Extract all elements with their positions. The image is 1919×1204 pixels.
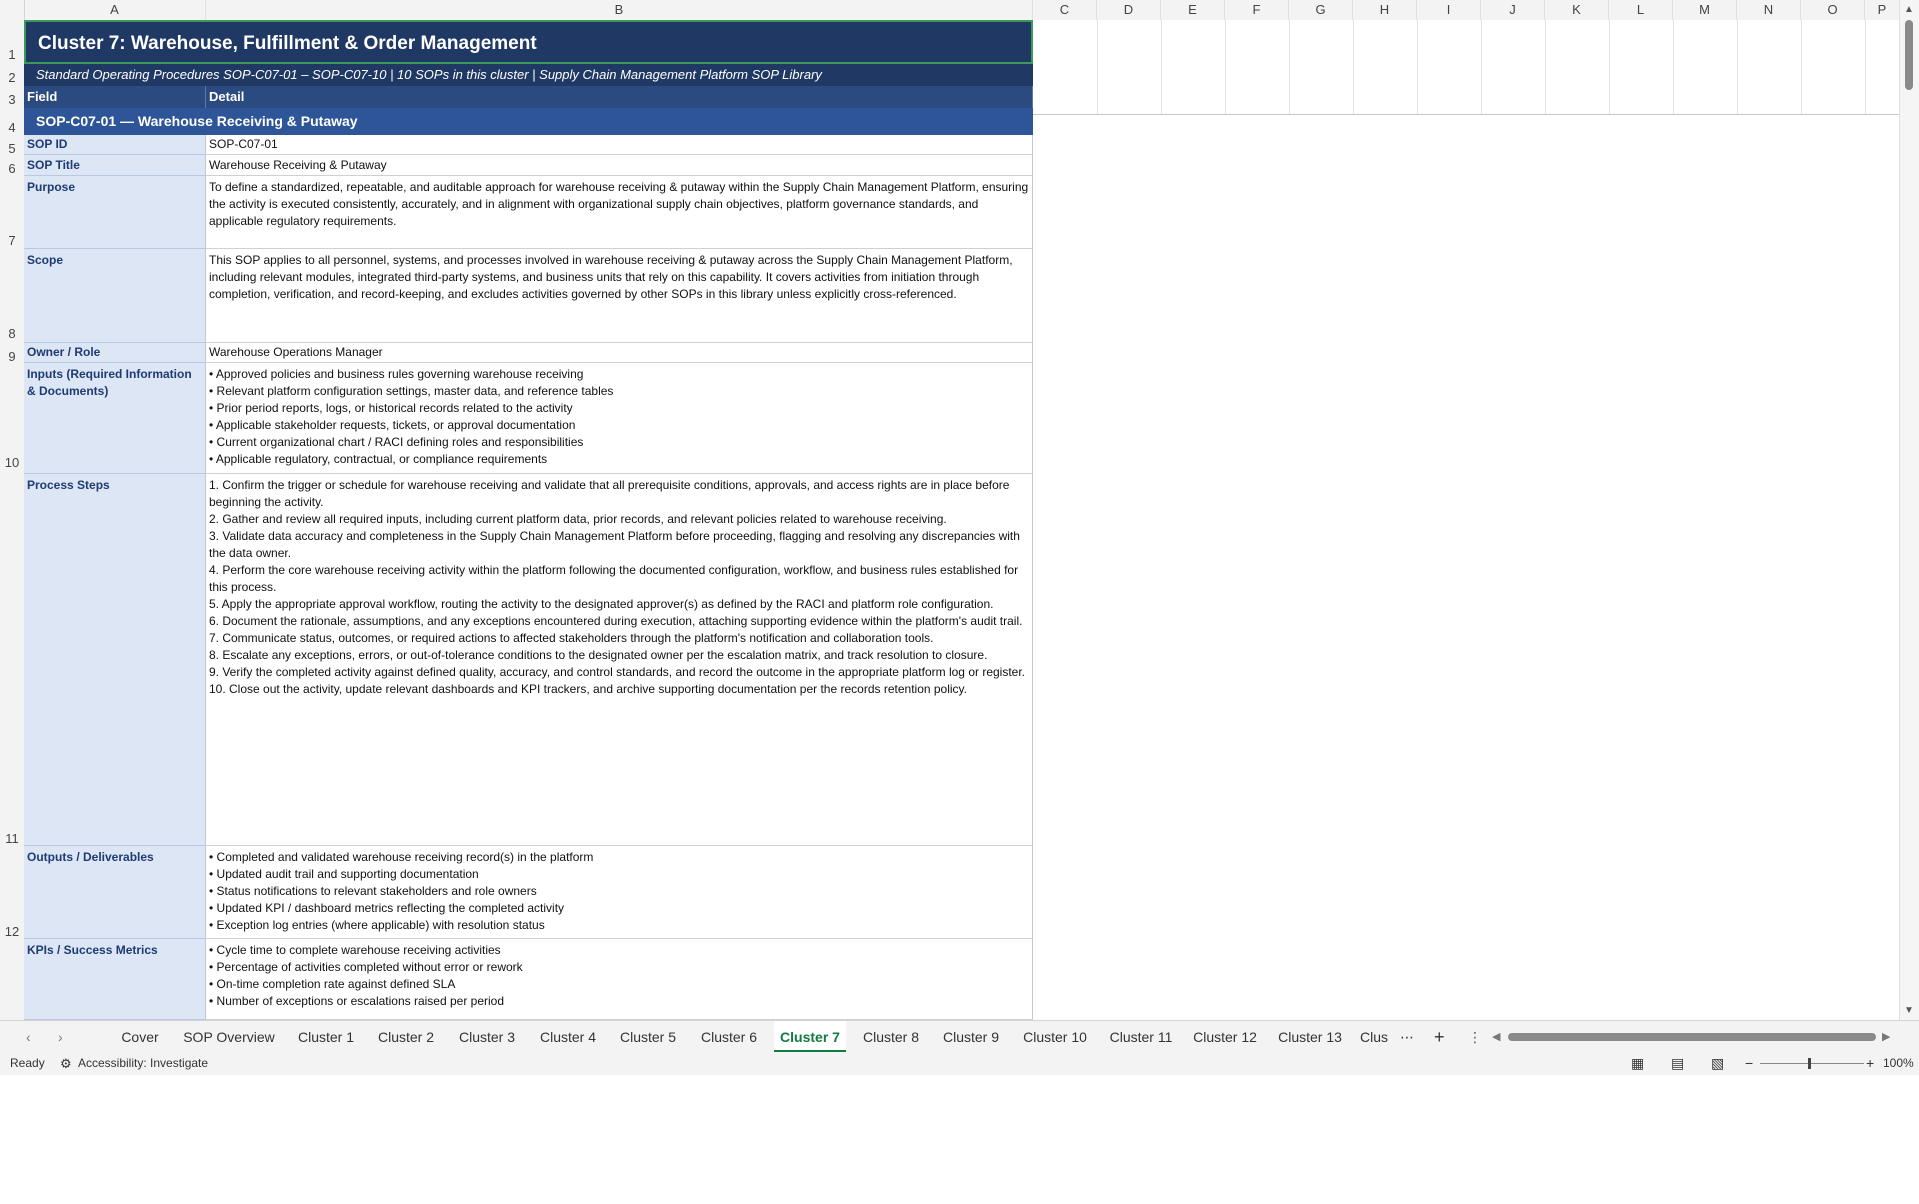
chevron-left-icon[interactable]: ‹ <box>26 1029 31 1045</box>
col-header-k[interactable]: K <box>1545 0 1609 20</box>
scroll-up-icon[interactable]: ▲ <box>1904 4 1914 15</box>
row-header-11[interactable]: 11 <box>5 831 19 846</box>
row-header-1[interactable]: 1 <box>8 47 16 62</box>
col-header-n[interactable]: N <box>1737 0 1801 20</box>
tab-sop-overview[interactable]: SOP Overview <box>183 1029 275 1045</box>
scroll-down-icon[interactable]: ▼ <box>1904 1005 1914 1016</box>
field-value-outputs[interactable]: • Completed and validated warehouse receiving record(s) in the platform • Updated audit trail and supporting documentation • Status notifications to relevant stakeholders and role owners • Updated KPI / dashboard metrics reflecting the completed activity • Exception log entries (where applicable) with resolution status <box>206 846 1033 939</box>
row-header-6[interactable]: 6 <box>8 161 16 176</box>
accessibility-status[interactable]: Accessibility: Investigate <box>78 1056 209 1070</box>
row-header-7[interactable]: 7 <box>8 233 16 248</box>
zoom-level[interactable]: 100% <box>1883 1056 1914 1070</box>
select-all-corner[interactable] <box>0 0 25 20</box>
page-break-icon[interactable]: ▧ <box>1711 1055 1725 1071</box>
chevron-right-icon[interactable]: › <box>58 1029 63 1045</box>
more-icon[interactable]: ⋯ <box>1400 1029 1414 1045</box>
tab-cluster-5[interactable]: Cluster 5 <box>619 1029 677 1045</box>
tab-cluster-10[interactable]: Cluster 10 <box>1023 1029 1087 1045</box>
vertical-scroll-thumb[interactable] <box>1905 20 1913 90</box>
field-value-process-steps[interactable]: 1. Confirm the trigger or schedule for warehouse receiving and validate that all prerequisite conditions, approvals, and access rights are in place before beginning the activity. 2. Gather and review all required inputs, including current platform data, prior records, and relevant policies related to warehouse receiving. 3. Validate data accuracy and completeness in the Supply Chain Management Platform before proceeding, flagging and resolving any discrepancies with the data owner. 4. Perform the core warehouse receiving activity within the platform following the documented configuration, workflow, and business rules established for this process. 5. Apply the appropriate approval workflow, routing the activity to the designated approver(s) as defined by the RACI and platform role configuration. 6. Document the rationale, assumptions, and any exceptions encountered during execution, attaching supporting evidence within the platform's audit trail. 7. Communicate status, outcomes, or required actions to affected stakeholders through the platform's notification and collaboration tools. 8. Escalate any exceptions, errors, or out-of-tolerance conditions to the designated owner per the escalation matrix, and track resolution to closure. 9. Verify the completed activity against defined quality, accuracy, and control standards, and record the outcome in the appropriate platform log or register. 10. Close out the activity, update relevant dashboards and KPI trackers, and archive supporting documentation per the records retention policy. <box>206 474 1033 846</box>
sop-band-cell[interactable]: SOP-C07-01 — Warehouse Receiving & Putaway <box>24 108 1033 135</box>
col-header-c[interactable]: C <box>1033 0 1097 20</box>
col-header-m[interactable]: M <box>1673 0 1737 20</box>
field-label-sop-id[interactable]: SOP ID <box>24 135 206 155</box>
tab-cluster-2[interactable]: Cluster 2 <box>377 1029 435 1045</box>
field-label-outputs[interactable]: Outputs / Deliverables <box>24 846 206 939</box>
horizontal-scroll-thumb[interactable] <box>1508 1033 1876 1041</box>
row-header-5[interactable]: 5 <box>8 141 16 156</box>
row-header-12[interactable]: 12 <box>4 924 20 939</box>
col-header-j[interactable]: J <box>1481 0 1545 20</box>
col-header-h[interactable]: H <box>1353 0 1417 20</box>
field-label-process-steps[interactable]: Process Steps <box>24 474 206 846</box>
field-value-owner[interactable]: Warehouse Operations Manager <box>206 343 1033 363</box>
tab-cluster-9[interactable]: Cluster 9 <box>942 1029 1000 1045</box>
field-label-purpose[interactable]: Purpose <box>24 176 206 249</box>
tab-cluster-8[interactable]: Cluster 8 <box>862 1029 920 1045</box>
col-header-p[interactable]: P <box>1865 0 1900 20</box>
col-header-a[interactable]: A <box>24 0 206 20</box>
col-header-f[interactable]: F <box>1225 0 1289 20</box>
field-label-owner[interactable]: Owner / Role <box>24 343 206 363</box>
field-value-inputs[interactable]: • Approved policies and business rules governing warehouse receiving • Relevant platform configuration settings, master data, and reference tables • Prior period reports, logs, or historical records related to the activity • Applicable stakeholder requests, tickets, or approval documentation • Current organizational chart / RACI defining roles and responsibilities • Applicable regulatory, contractual, or compliance requirements <box>206 363 1033 474</box>
status-bar <box>0 1052 1919 1075</box>
field-value-scope[interactable]: This SOP applies to all personnel, systems, and processes involved in warehouse receiving & putaway across the Supply Chain Management Platform, including relevant modules, integrated third-party systems, and business units that rely on this capability. It covers activities from initiation through completion, verification, and record-keeping, and excludes activities governed by other SOPs in this library unless explicitly cross-referenced. <box>206 249 1033 343</box>
tab-cluster-truncated[interactable]: Clus <box>1359 1029 1388 1045</box>
col-header-o[interactable]: O <box>1801 0 1865 20</box>
col-header-g[interactable]: G <box>1289 0 1353 20</box>
header-field-cell[interactable]: Field <box>24 86 206 108</box>
tab-cluster-3[interactable]: Cluster 3 <box>458 1029 516 1045</box>
field-label-sop-title[interactable]: SOP Title <box>24 155 206 176</box>
row-header-9[interactable]: 9 <box>8 349 16 364</box>
header-detail-cell[interactable]: Detail <box>206 86 1033 108</box>
options-icon[interactable]: ⋮ <box>1468 1029 1482 1045</box>
zoom-slider-thumb[interactable] <box>1808 1058 1811 1069</box>
accessibility-icon[interactable]: ⚙ <box>60 1056 72 1071</box>
row-header-4[interactable]: 4 <box>8 120 16 135</box>
row-header-10[interactable]: 10 <box>4 455 20 470</box>
hscroll-left-icon[interactable]: ◀ <box>1492 1031 1501 1043</box>
sheet-tab-bar <box>0 1020 1919 1053</box>
col-header-i[interactable]: I <box>1417 0 1481 20</box>
field-value-purpose[interactable]: To define a standardized, repeatable, and auditable approach for warehouse receiving & putaway within the Supply Chain Management Platform, ensuring the activity is executed consistently, accurately, and in alignment with organizational supply chain objectives, platform governance standards, and applicable regulatory requirements. <box>206 176 1033 249</box>
row-header-2[interactable]: 2 <box>8 70 16 85</box>
tab-cluster-6[interactable]: Cluster 6 <box>700 1029 758 1045</box>
hscroll-right-icon[interactable]: ▶ <box>1882 1031 1891 1043</box>
plus-icon[interactable]: + <box>1434 1027 1445 1047</box>
status-ready: Ready <box>10 1056 45 1070</box>
tab-cluster-4[interactable]: Cluster 4 <box>539 1029 597 1045</box>
field-value-kpis[interactable]: • Cycle time to complete warehouse receiving activities • Percentage of activities completed without error or rework • On-time completion rate against defined SLA • Number of exceptions or escalations raised per period <box>206 939 1033 1020</box>
field-label-kpis[interactable]: KPIs / Success Metrics <box>24 939 206 1020</box>
sheet-grid[interactable] <box>24 20 1900 1020</box>
tab-cluster-13[interactable]: Cluster 13 <box>1278 1029 1342 1045</box>
sheet-title-cell[interactable]: Cluster 7: Warehouse, Fulfillment & Order Management <box>24 20 1033 64</box>
row-header-bar <box>0 20 25 1020</box>
field-value-sop-id[interactable]: SOP-C07-01 <box>206 135 1033 155</box>
tab-cluster-1[interactable]: Cluster 1 <box>297 1029 355 1045</box>
col-header-e[interactable]: E <box>1161 0 1225 20</box>
column-header-bar <box>0 0 1919 21</box>
field-label-scope[interactable]: Scope <box>24 249 206 343</box>
field-label-inputs[interactable]: Inputs (Required Information & Documents) <box>24 363 206 474</box>
tab-cluster-11[interactable]: Cluster 11 <box>1109 1029 1173 1045</box>
col-header-d[interactable]: D <box>1097 0 1161 20</box>
col-header-b[interactable]: B <box>206 0 1033 20</box>
zoom-in-icon[interactable]: + <box>1866 1055 1875 1071</box>
page-layout-icon[interactable]: ▤ <box>1671 1055 1685 1071</box>
row-header-8[interactable]: 8 <box>8 326 16 341</box>
zoom-slider[interactable] <box>1760 1063 1864 1064</box>
tab-cluster-12[interactable]: Cluster 12 <box>1193 1029 1257 1045</box>
vertical-scrollbar[interactable] <box>1899 0 1919 1020</box>
row-header-3[interactable]: 3 <box>8 92 16 107</box>
tab-cluster-7[interactable]: Cluster 7 <box>774 1021 846 1053</box>
tab-cover[interactable]: Cover <box>121 1029 159 1045</box>
sheet-subtitle-cell[interactable]: Standard Operating Procedures SOP-C07-01 – SOP-C07-10 | 10 SOPs in this cluster | Supply Chain Management Platform SOP Library <box>24 64 1033 86</box>
normal-view-icon[interactable]: ▦ <box>1631 1055 1645 1071</box>
col-header-l[interactable]: L <box>1609 0 1673 20</box>
field-value-sop-title[interactable]: Warehouse Receiving & Putaway <box>206 155 1033 176</box>
zoom-out-icon[interactable]: − <box>1745 1055 1754 1071</box>
